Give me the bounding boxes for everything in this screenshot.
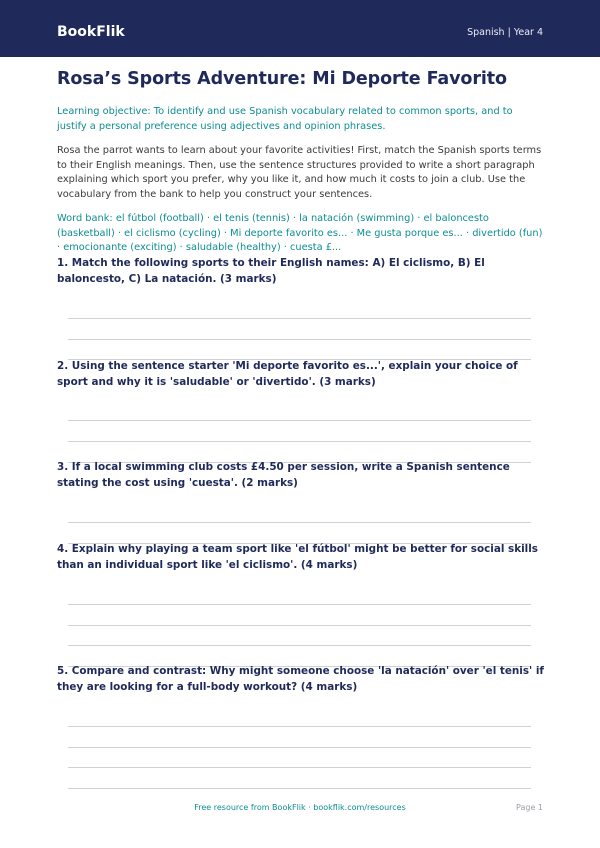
page-title: Rosa’s Sports Adventure: Mi Deporte Favorito (57, 69, 507, 89)
question-5: 5. Compare and contrast: Why might someone choose 'la natación' over 'el tenis' if they are looking for a full-body workout? (4 marks) (57, 665, 544, 693)
question-1: 1. Match the following sports to their English names: A) El ciclismo, B) El baloncesto, C) La natación. (3 marks) (57, 257, 485, 285)
answer-line[interactable] (68, 625, 531, 626)
answer-line[interactable] (68, 788, 531, 789)
worksheet-intro (57, 60, 543, 256)
question-4: 4. Explain why playing a team sport like 'el fútbol' might be better for social skills than an individual sport like 'el ciclismo'. (4 marks) (57, 543, 538, 571)
answer-line[interactable] (68, 726, 531, 727)
brand-logo: BookFlik (57, 24, 125, 40)
answer-line[interactable] (68, 420, 531, 421)
answer-line[interactable] (68, 747, 531, 748)
subject-label: Spanish | Year 4 (467, 27, 543, 38)
header-bar (0, 0, 600, 57)
footer-link[interactable]: Free resource from BookFlik · bookflik.com/resources (194, 803, 406, 812)
answer-line[interactable] (68, 604, 531, 605)
answer-line[interactable] (68, 441, 531, 442)
word-bank: Word bank: el fútbol (football) · el tenis (tennis) · la natación (swimming) · el baloncesto (basketball) · el ciclismo (cycling) · Mi deporte favorito es... · Me gusta porque es... · divertido (fun) · emocionante (exciting) · saludable (healthy) · cuesta £... (57, 213, 543, 253)
answer-line[interactable] (68, 318, 531, 319)
learning-objective: Learning objective: To identify and use Spanish vocabulary related to common sports, and to justify a personal preference using adjectives and opinion phrases. (57, 106, 513, 132)
question-2: 2. Using the sentence starter 'Mi deporte favorito es...', explain your choice of sport and why it is 'saludable' or 'divertido'. (3 marks) (57, 360, 518, 388)
intro-paragraph: Rosa the parrot wants to learn about your favorite activities! First, match the Spanish sports terms to their English meanings. Then, use the sentence structures provided to write a short paragraph explaining which sport you prefer, why you like it, and how much it costs to join a club. Use the vocabulary from the bank to help you construct your sentences. (57, 145, 542, 200)
answer-line[interactable] (68, 645, 531, 646)
question-3: 3. If a local swimming club costs £4.50 per session, write a Spanish sentence stating the cost using 'cuesta'. (2 marks) (57, 461, 510, 489)
answer-line[interactable] (68, 339, 531, 340)
answer-line[interactable] (68, 522, 531, 523)
page-number: Page 1 (516, 803, 543, 812)
answer-line[interactable] (68, 767, 531, 768)
